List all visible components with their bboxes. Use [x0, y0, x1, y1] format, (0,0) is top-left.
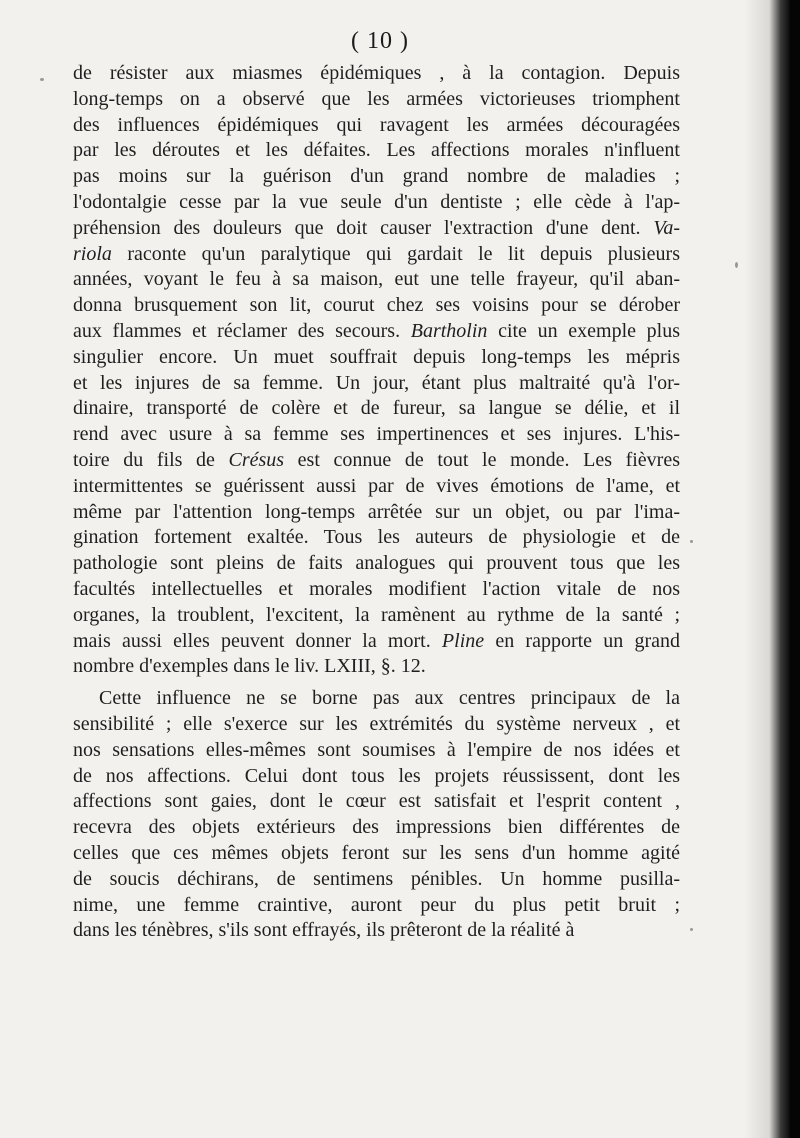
text-run: celles que ces mêmes objets feront sur les sens d'un homme agité — [73, 841, 680, 864]
text-run: gination fortement exaltée. Tous les auteurs de physiologie et de — [73, 526, 680, 549]
text-run: nombre d'exemples dans le liv. LXIII, §. 12. — [73, 655, 426, 678]
paragraph-1 — [73, 61, 680, 680]
text-line — [73, 242, 680, 268]
text-line — [73, 164, 680, 190]
text-run: cite un exemple plus — [487, 319, 681, 342]
text-line — [73, 551, 680, 577]
scan-speck — [690, 928, 693, 931]
text-line — [73, 319, 680, 345]
text-line — [73, 841, 680, 867]
text-line — [73, 918, 680, 944]
text-run: aux flammes et réclamer des secours. — [73, 319, 411, 342]
text-run: Cette influence ne se borne pas aux centres principaux de la — [99, 687, 680, 710]
text-line — [73, 525, 680, 551]
page-edge-shadow — [744, 0, 790, 1138]
text-line — [73, 815, 680, 841]
text-line — [73, 867, 680, 893]
text-run: facultés intellectuelles et morales modifient l'action vitale de nos — [73, 577, 680, 600]
text-run: est connue de tout le monde. Les fièvres — [284, 448, 680, 471]
text-run: l'odontalgie cesse par la vue seule d'un dentiste ; elle cède à l'ap- — [73, 190, 680, 213]
text-run: intermittentes se guérissent aussi par de vives émotions de l'ame, et — [73, 474, 680, 497]
text-run: de résister aux miasmes épidémiques , à la contagion. Depuis — [73, 62, 680, 84]
text-line — [73, 396, 680, 422]
scan-speck — [690, 540, 693, 543]
italic-name: Va- — [653, 216, 680, 239]
text-run: sensibilité ; elle s'exerce sur les extrémités du système nerveux , et — [73, 712, 680, 735]
text-run: pas moins sur la guérison d'un grand nombre de maladies ; — [73, 165, 680, 188]
text-line — [73, 345, 680, 371]
scan-border — [790, 0, 800, 1138]
page-number: ( 10 ) — [351, 28, 409, 54]
text-line — [73, 448, 680, 474]
text-line — [73, 61, 680, 87]
text-run: toire du fils de — [73, 448, 229, 471]
text-run: en rapporte un grand — [484, 629, 681, 652]
text-run: donna brusquement son lit, courut chez ses voisins pour se dérober — [73, 294, 680, 317]
text-run: et les injures de sa femme. Un jour, étant plus maltraité qu'à l'or- — [73, 371, 680, 394]
text-line — [73, 267, 680, 293]
text-line — [73, 500, 680, 526]
text-run: années, voyant le feu à sa maison, eut une telle frayeur, qu'il aban- — [73, 268, 680, 291]
text-line — [73, 293, 680, 319]
text-run: raconte qu'un paralytique qui gardait le lit depuis plusieurs — [111, 242, 680, 265]
text-line — [73, 738, 680, 764]
text-run: nime, une femme craintive, auront peur du plus petit bruit ; — [73, 893, 680, 916]
text-line — [73, 87, 680, 113]
paragraph-2 — [73, 686, 680, 944]
text-line — [73, 371, 680, 397]
text-line — [73, 422, 680, 448]
italic-name: riola — [73, 242, 112, 265]
text-run: préhension des douleurs que doit causer l'extraction d'une dent. — [73, 216, 654, 239]
text-run: nos sensations elles-mêmes sont soumises à l'empire de nos idées et — [73, 738, 680, 761]
text-run: par les déroutes et les défaites. Les affections morales n'influent — [73, 139, 680, 162]
text-run: singulier encore. Un muet souffrait depuis long-temps les mépris — [73, 345, 680, 368]
text-line — [73, 764, 680, 790]
text-line — [73, 629, 680, 655]
body-text — [73, 61, 680, 944]
text-line — [73, 893, 680, 919]
text-line — [73, 138, 680, 164]
text-run: de nos affections. Celui dont tous les projets réussissent, dont les — [73, 764, 680, 787]
text-run: des influences épidémiques qui ravagent les armées découragées — [73, 113, 680, 136]
text-run: affections sont gaies, dont le cœur est satisfait et l'esprit content , — [73, 790, 680, 813]
italic-name: Bartholin — [410, 319, 488, 342]
scan-speck — [735, 262, 738, 268]
text-run: rend avec usure à sa femme ses impertinences et ses injures. L'his- — [73, 423, 680, 446]
text-line — [73, 603, 680, 629]
text-run: pathologie sont pleins de faits analogues qui prouvent tous que les — [73, 552, 680, 575]
text-run: organes, la troublent, l'excitent, la ramènent au rythme de la santé ; — [73, 603, 680, 626]
text-run: de soucis déchirans, de sentimens pénibles. Un homme pusilla- — [73, 867, 680, 890]
text-line — [73, 113, 680, 139]
text-line — [73, 216, 680, 242]
scan-speck — [40, 78, 44, 81]
text-line — [73, 686, 680, 712]
text-line — [73, 789, 680, 815]
text-line — [73, 577, 680, 603]
text-line — [73, 654, 680, 680]
italic-name: Crésus — [228, 448, 285, 471]
text-run: mais aussi elles peuvent donner la mort. — [73, 629, 442, 652]
text-line — [73, 190, 680, 216]
text-run: dinaire, transporté de colère et de fureur, sa langue se délie, et il — [73, 397, 680, 420]
italic-name: Pline — [441, 629, 485, 652]
text-run: recevra des objets extérieurs des impressions bien différentes de — [73, 816, 680, 839]
text-line — [73, 712, 680, 738]
text-run: long-temps on a observé que les armées victorieuses triomphent — [73, 87, 680, 110]
text-run: même par l'attention long-temps arrêtée sur un objet, ou par l'ima- — [73, 500, 680, 523]
text-run: dans les ténèbres, s'ils sont effrayés, ils prêteront de la réalité à — [73, 919, 575, 942]
text-line — [73, 474, 680, 500]
